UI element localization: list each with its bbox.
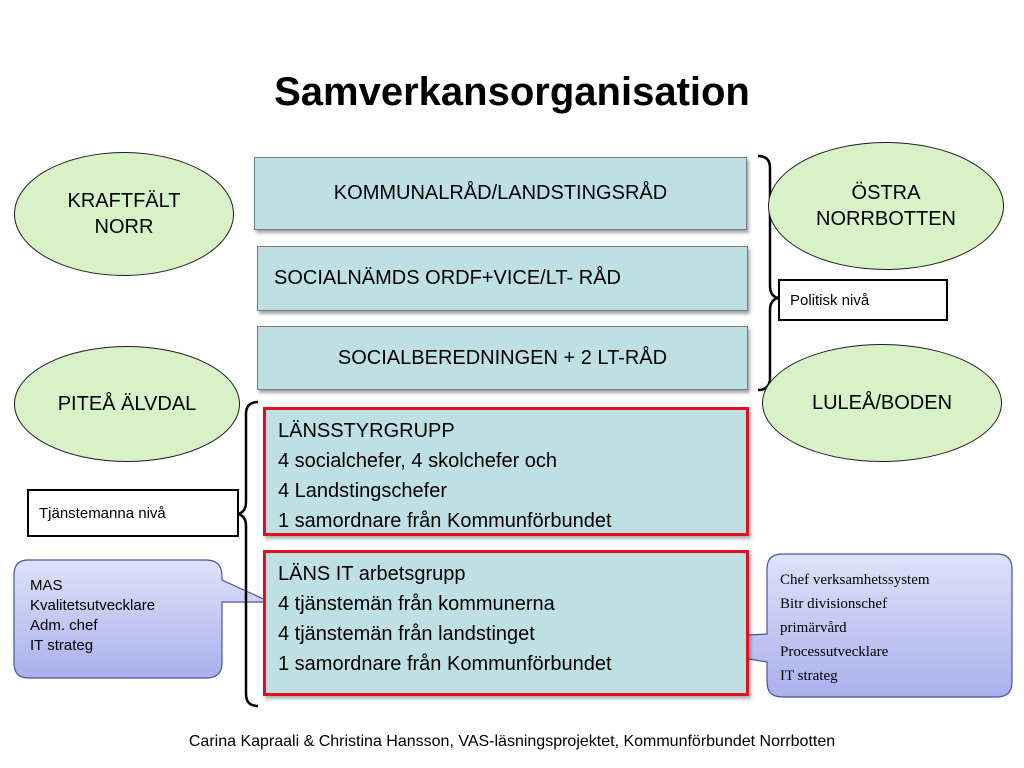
lansstyrgrupp-line-2: 4 socialchefer, 4 skolchefer och [278,450,558,472]
callout-right-line-1: Chef verksamhetssystem [780,572,930,588]
slide-title: Samverkansorganisation [274,70,750,114]
callout-left-line-1: MAS [30,577,63,594]
region-lulea-boden [762,344,1002,462]
region-kraftfalt-norr [14,152,234,276]
region-lulea-label: LULEÅ/BODEN [811,392,953,414]
region-pitea-alvdal [14,346,240,462]
brace-tjansteman [238,402,258,706]
region-ostra-line-1: ÖSTRA [851,182,921,204]
callout-left-line-2: Kvalitetsutvecklare [30,597,156,614]
callout-right-line-3: primärvård [780,620,847,636]
political-box-2: SOCIALNÄMDS ORDF+VICE/LT- RÅD [257,246,748,311]
region-kraftfalt-line-1: KRAFTFÄLT [67,190,181,212]
lansstyrgrupp-line-4: 1 samordnare från Kommunförbundet [278,510,612,532]
lansstyrgrupp-line-3: 4 Landstingschefer [278,480,448,502]
region-ostra-norrbotten [768,142,1004,270]
it-group-box [263,550,749,696]
callout-left-text [30,576,155,656]
it-group-line-1: LÄNS IT arbetsgrupp [278,563,466,585]
callout-right-line-2: Bitr divisionschef [780,596,888,612]
region-kraftfalt-line-2: NORR [94,216,154,238]
it-group-line-4: 1 samordnare från Kommunförbundet [278,653,612,675]
it-group-line-2: 4 tjänstemän från kommunerna [278,593,555,615]
region-ostra-line-2: NORRBOTTEN [816,208,956,230]
callout-left-line-3: Adm. chef [30,617,98,634]
callout-right-line-4: Processutvecklare [780,644,889,660]
politisk-niva-label: Politisk nivå [778,279,948,321]
slide-footer: Carina Kapraali & Christina Hansson, VAS-läsningsprojektet, Kommunförbundet Norrbotten [188,733,836,750]
lansstyrgrupp-line-1: LÄNSSTYRGRUPP [278,420,455,442]
callout-right-line-5: IT strateg [780,668,838,684]
callout-left-line-4: IT strateg [30,637,94,654]
region-pitea-label: PITEÅ ÄLVDAL [57,393,197,415]
political-box-3: SOCIALBEREDNINGEN + 2 LT-RÅD [257,326,748,390]
it-group-line-3: 4 tjänstemän från landstinget [278,623,535,645]
political-box-1: KOMMUNALRÅD/LANDSTINGSRÅD [254,157,747,230]
lansstyrgrupp-box [263,407,749,536]
callout-right-text [780,568,930,688]
tjanstemanna-niva-label: Tjänstemanna nivå [27,489,239,537]
